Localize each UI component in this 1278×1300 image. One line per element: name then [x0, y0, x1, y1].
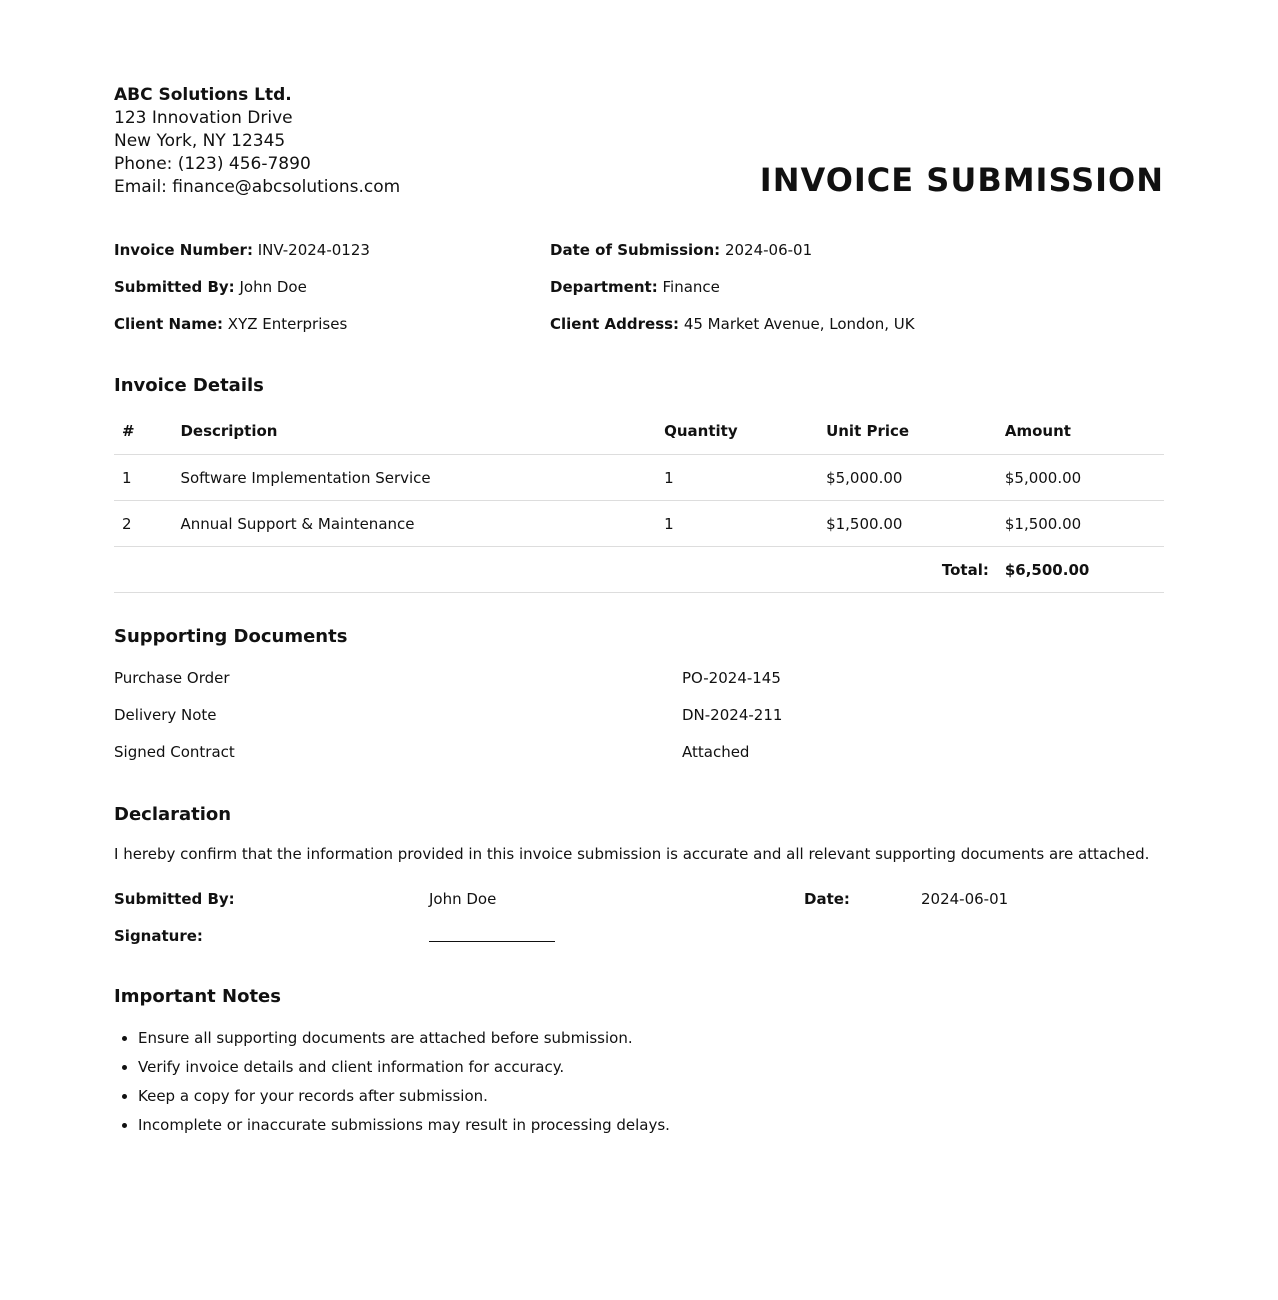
company-block: [114, 84, 400, 199]
invoice-items-table: [114, 408, 1164, 593]
column-header-description: Description: [180, 408, 664, 455]
company-phone: Phone: (123) 456-7890: [114, 154, 311, 174]
declaration-submitter-row: [114, 889, 1164, 911]
meta-value: John Doe: [239, 278, 307, 296]
list-item: [114, 742, 1164, 779]
total-row: [114, 547, 1164, 593]
meta-submitted-by: [114, 277, 307, 297]
meta-row: [114, 277, 1164, 314]
meta-label: Date of Submission:: [550, 241, 721, 259]
meta-client-address: [550, 314, 915, 334]
table-row: [114, 501, 1164, 547]
meta-invoice-number: [114, 240, 370, 260]
cell-number: 2: [114, 501, 180, 547]
supporting-documents-heading: Supporting Documents: [114, 626, 348, 647]
company-address-line-2: New York, NY 12345: [114, 131, 286, 151]
declaration-heading: Declaration: [114, 804, 232, 825]
declaration-date-label: Date:: [804, 890, 850, 908]
declaration-signature-label: Signature:: [114, 927, 203, 945]
invoice-meta: [114, 240, 1164, 351]
important-notes-heading: Important Notes: [114, 986, 281, 1007]
column-header-amount: Amount: [1005, 408, 1164, 455]
meta-value: XYZ Enterprises: [227, 315, 348, 333]
declaration-submitted-by-label: Submitted By:: [114, 890, 235, 908]
declaration-submitted-by-value: John Doe: [429, 890, 497, 908]
cell-quantity: 1: [664, 501, 826, 547]
table-row: [114, 455, 1164, 501]
list-item: [114, 668, 1164, 705]
invoice-page: [114, 84, 1164, 1134]
meta-client-name: [114, 314, 347, 334]
supporting-documents-list: [114, 668, 1164, 779]
meta-value: INV-2024-0123: [257, 241, 370, 259]
cell-description: Annual Support & Maintenance: [180, 501, 664, 547]
list-item: • Verify invoice details and client information for accuracy.: [138, 1053, 670, 1082]
document-name: Purchase Order: [114, 669, 230, 687]
meta-value: 45 Market Avenue, London, UK: [683, 315, 915, 333]
document-header: [114, 84, 1164, 204]
list-item: • Ensure all supporting documents are attached before submission.: [138, 1024, 670, 1053]
meta-label: Invoice Number:: [114, 241, 253, 259]
company-email: Email: finance@abcsolutions.com: [114, 177, 401, 197]
cell-amount: $5,000.00: [1005, 455, 1164, 501]
meta-label: Submitted By:: [114, 278, 235, 296]
declaration-text: I hereby confirm that the information provided in this invoice submission is accurate and all relevant supporting documents are attached.: [114, 845, 1150, 863]
column-header-unit-price: Unit Price: [826, 408, 1005, 455]
meta-value: Finance: [662, 278, 720, 296]
document-value: Attached: [682, 743, 750, 761]
table-header-row: [114, 408, 1164, 455]
list-item: [114, 705, 1164, 742]
cell-unit-price: $1,500.00: [826, 501, 1005, 547]
meta-label: Department:: [550, 278, 658, 296]
meta-date-of-submission: [550, 240, 812, 260]
total-value: $6,500.00: [1005, 547, 1164, 593]
invoice-details-heading: Invoice Details: [114, 375, 264, 396]
meta-row: [114, 314, 1164, 351]
cell-quantity: 1: [664, 455, 826, 501]
cell-description: Software Implementation Service: [180, 455, 664, 501]
column-header-quantity: Quantity: [664, 408, 826, 455]
total-label: Total:: [114, 547, 1005, 593]
cell-number: 1: [114, 455, 180, 501]
meta-label: Client Name:: [114, 315, 224, 333]
meta-label: Client Address:: [550, 315, 680, 333]
document-name: Delivery Note: [114, 706, 217, 724]
company-name: ABC Solutions Ltd.: [114, 85, 292, 105]
declaration-date-value: 2024-06-01: [921, 890, 1009, 908]
important-notes-list: [114, 1024, 670, 1140]
document-name: Signed Contract: [114, 743, 235, 761]
document-value: PO-2024-145: [682, 669, 781, 687]
company-address-line-1: 123 Innovation Drive: [114, 108, 293, 128]
meta-row: [114, 240, 1164, 277]
declaration-signature-row: [114, 926, 1164, 948]
meta-department: [550, 277, 720, 297]
meta-value: 2024-06-01: [724, 241, 813, 259]
list-item: • Incomplete or inaccurate submissions may result in processing delays.: [138, 1111, 670, 1140]
document-title: INVOICE SUBMISSION: [759, 161, 1164, 199]
document-value: DN-2024-211: [682, 706, 783, 724]
cell-unit-price: $5,000.00: [826, 455, 1005, 501]
column-header-number: #: [114, 408, 180, 455]
list-item: • Keep a copy for your records after submission.: [138, 1082, 670, 1111]
cell-amount: $1,500.00: [1005, 501, 1164, 547]
